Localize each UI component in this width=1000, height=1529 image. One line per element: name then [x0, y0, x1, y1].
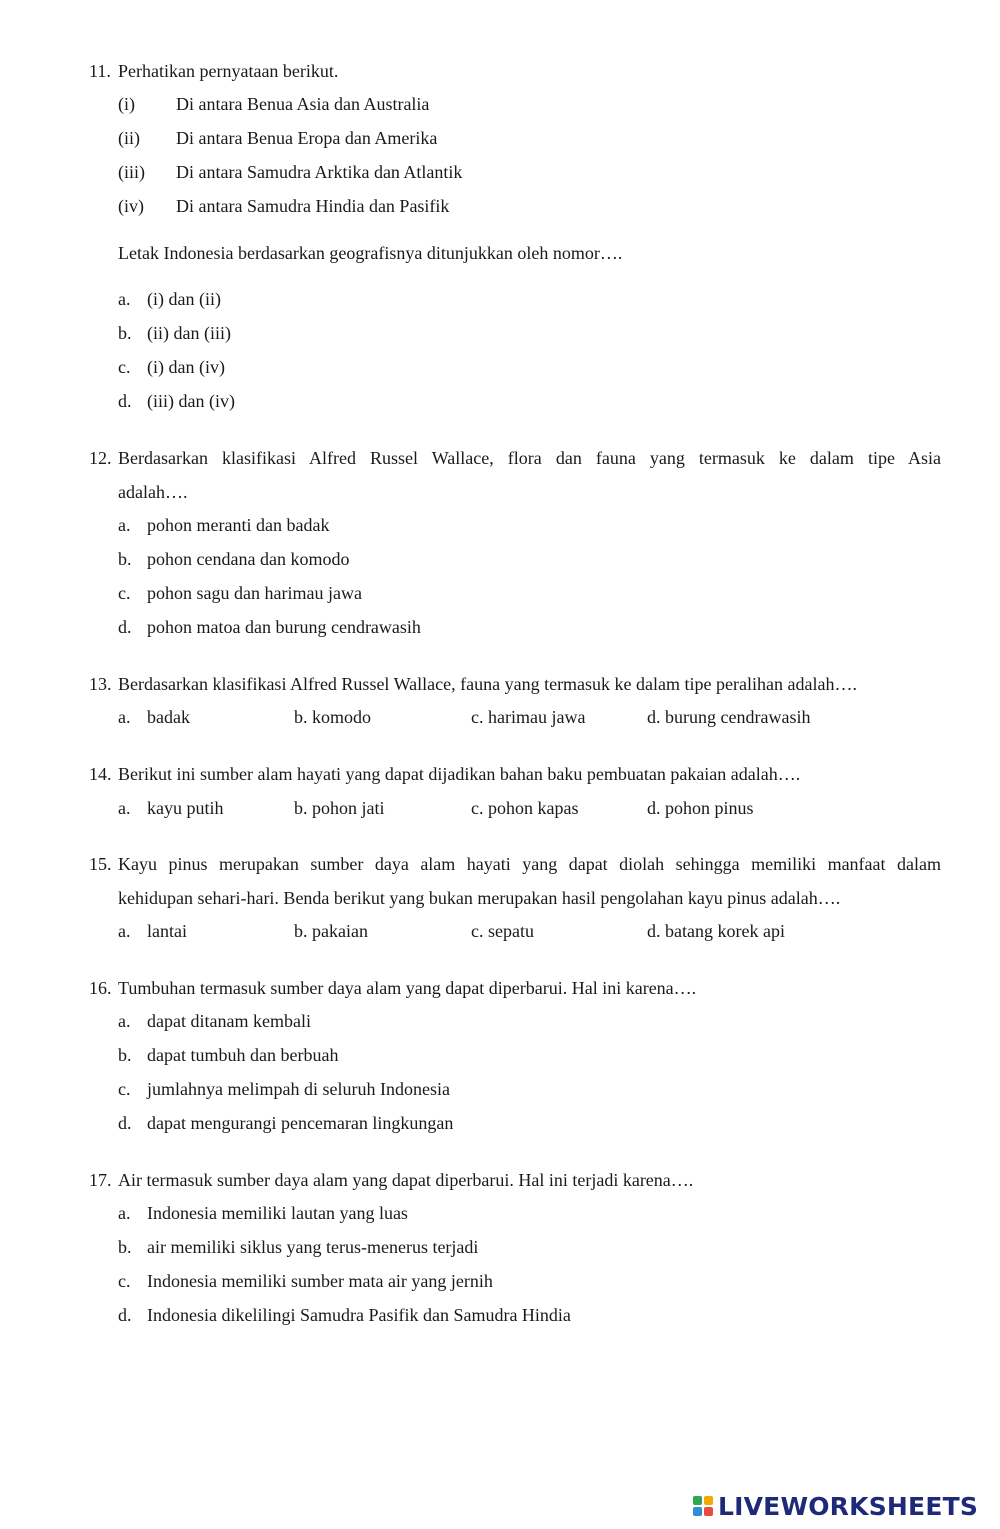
question-number: 11. — [89, 61, 111, 81]
answer-option-b[interactable]: air memiliki siklus yang terus-menerus terjadi — [147, 1237, 479, 1257]
answer-option-a[interactable]: dapat ditanam kembali — [147, 1011, 311, 1031]
option-letter: a. — [118, 921, 131, 941]
statement-text: Di antara Benua Eropa dan Amerika — [176, 128, 438, 148]
answer-option-d[interactable]: d. batang korek api — [647, 921, 785, 941]
option-letter: a. — [118, 798, 131, 818]
option-letter: a. — [118, 707, 131, 727]
answer-option-a[interactable]: Indonesia memiliki lautan yang luas — [147, 1203, 408, 1223]
liveworksheets-brand — [692, 1489, 992, 1523]
answer-option-c[interactable]: c. sepatu — [471, 921, 534, 941]
option-letter: b. — [118, 549, 132, 569]
option-letter: d. — [118, 1305, 132, 1325]
answer-option-d[interactable]: pohon matoa dan burung cendrawasih — [147, 617, 421, 637]
option-letter: c. — [118, 583, 131, 603]
question-stem: Berdasarkan klasifikasi Alfred Russel Wallace, flora dan fauna yang termasuk ke dalam tipe Asia — [118, 448, 941, 468]
option-letter: c. — [118, 1271, 131, 1291]
option-letter: d. — [118, 1113, 132, 1133]
option-letter: d. — [118, 391, 132, 411]
question-prompt: Letak Indonesia berdasarkan geografisnya ditunjukkan oleh nomor…. — [118, 243, 623, 263]
answer-option-b[interactable]: b. pohon jati — [294, 798, 385, 818]
question-stem: Perhatikan pernyataan berikut. — [118, 61, 339, 81]
statement-label: (ii) — [118, 128, 140, 148]
statement-label: (iii) — [118, 162, 145, 182]
question-stem-continued: adalah…. — [118, 482, 188, 502]
option-letter: b. — [118, 323, 132, 343]
answer-option-d[interactable]: (iii) dan (iv) — [147, 391, 235, 411]
question-number: 13. — [89, 674, 112, 694]
question-number: 16. — [89, 978, 112, 998]
option-letter: c. — [118, 357, 131, 377]
answer-option-c[interactable]: pohon sagu dan harimau jawa — [147, 583, 362, 603]
answer-option-a[interactable]: lantai — [147, 921, 187, 941]
brand-wordmark: LIVEWORKSHEETS — [718, 1491, 979, 1521]
answer-option-b[interactable]: dapat tumbuh dan berbuah — [147, 1045, 339, 1065]
answer-option-d[interactable]: Indonesia dikelilingi Samudra Pasifik dan Samudra Hindia — [147, 1305, 571, 1325]
answer-option-a[interactable]: badak — [147, 707, 190, 727]
answer-option-d[interactable]: d. pohon pinus — [647, 798, 754, 818]
statement-text: Di antara Samudra Arktika dan Atlantik — [176, 162, 463, 182]
statement-text: Di antara Benua Asia dan Australia — [176, 94, 430, 114]
statement-label: (iv) — [118, 196, 144, 216]
question-stem-continued: kehidupan sehari-hari. Benda berikut yang bukan merupakan hasil pengolahan kayu pinus adalah…. — [118, 888, 841, 908]
question-stem: Berdasarkan klasifikasi Alfred Russel Wallace, fauna yang termasuk ke dalam tipe peralihan adalah…. — [118, 674, 857, 694]
answer-option-a[interactable]: pohon meranti dan badak — [147, 515, 330, 535]
option-letter: a. — [118, 289, 131, 309]
statement-text: Di antara Samudra Hindia dan Pasifik — [176, 196, 450, 216]
answer-option-b[interactable]: b. pakaian — [294, 921, 368, 941]
answer-option-b[interactable]: pohon cendana dan komodo — [147, 549, 350, 569]
answer-option-b[interactable]: (ii) dan (iii) — [147, 323, 231, 343]
answer-option-c[interactable]: c. harimau jawa — [471, 707, 586, 727]
question-number: 15. — [89, 854, 112, 874]
option-letter: b. — [118, 1237, 132, 1257]
question-stem: Kayu pinus merupakan sumber daya alam hayati yang dapat diolah sehingga memiliki manfaat dalam — [118, 854, 941, 874]
question-stem: Tumbuhan termasuk sumber daya alam yang dapat diperbarui. Hal ini karena…. — [118, 978, 697, 998]
question-number: 12. — [89, 448, 112, 468]
answer-option-c[interactable]: (i) dan (iv) — [147, 357, 225, 377]
option-letter: c. — [118, 1079, 131, 1099]
option-letter: a. — [118, 515, 131, 535]
statement-label: (i) — [118, 94, 135, 114]
answer-option-d[interactable]: dapat mengurangi pencemaran lingkungan — [147, 1113, 454, 1133]
option-letter: b. — [118, 1045, 132, 1065]
answer-option-c[interactable]: jumlahnya melimpah di seluruh Indonesia — [147, 1079, 450, 1099]
option-letter: d. — [118, 617, 132, 637]
answer-option-c[interactable]: Indonesia memiliki sumber mata air yang jernih — [147, 1271, 493, 1291]
answer-option-a[interactable]: kayu putih — [147, 798, 224, 818]
question-number: 17. — [89, 1170, 112, 1190]
answer-option-c[interactable]: c. pohon kapas — [471, 798, 579, 818]
option-letter: a. — [118, 1011, 131, 1031]
question-stem: Air termasuk sumber daya alam yang dapat diperbarui. Hal ini terjadi karena…. — [118, 1170, 694, 1190]
question-stem: Berikut ini sumber alam hayati yang dapat dijadikan bahan baku pembuatan pakaian adalah…. — [118, 764, 801, 784]
question-number: 14. — [89, 764, 112, 784]
option-letter: a. — [118, 1203, 131, 1223]
answer-option-d[interactable]: d. burung cendrawasih — [647, 707, 811, 727]
liveworksheets-logo-icon — [692, 1495, 714, 1517]
answer-option-b[interactable]: b. komodo — [294, 707, 372, 727]
answer-option-a[interactable]: (i) dan (ii) — [147, 289, 221, 309]
